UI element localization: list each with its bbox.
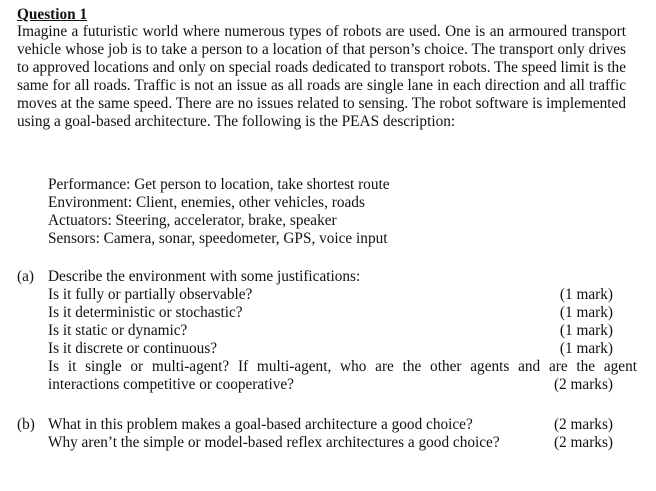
part-a-item-marks: (1 mark) xyxy=(559,286,613,303)
part-a-multi-agent-line1: Is it single or multi-agent? If multi-agent, who are the other agents and are the agent xyxy=(48,358,637,375)
part-b-item: Why aren’t the simple or model-based reflex architectures a good choice? xyxy=(48,434,500,451)
part-b-label: (b) xyxy=(17,416,35,433)
part-a-item: Is it discrete or continuous? xyxy=(48,340,218,357)
peas-sensors: Sensors: Camera, sonar, speedometer, GPS, voice input xyxy=(48,230,388,247)
question-title: Question 1 xyxy=(17,6,88,23)
part-a-item: Is it fully or partially observable? xyxy=(48,286,253,303)
peas-performance: Performance: Get person to location, take shortest route xyxy=(48,176,390,193)
part-a-multi-agent-line2: interactions competitive or cooperative? xyxy=(48,376,294,393)
part-b-item-marks: (2 marks) xyxy=(553,416,613,433)
part-a-item: Is it static or dynamic? xyxy=(48,322,188,339)
part-b-item: What in this problem makes a goal-based architecture a good choice? xyxy=(48,416,473,433)
part-a-prompt: Describe the environment with some justifications: xyxy=(48,268,361,285)
question-intro: Imagine a futuristic world where numerous types of robots are used. One is an armoured transport vehicle whose job is to take a person to a location of that person’s choice. The transport only drives to approved locations and only on special roads dedicated to transport robots. The speed limit is the same for all roads. Traffic is not an issue as all roads are single lane in each direction and all traffic moves at the same speed. There are no issues related to sensing. The robot software is implemented using a goal-based architecture. The following is the PEAS description: xyxy=(17,23,626,130)
peas-actuators: Actuators: Steering, accelerator, brake, speaker xyxy=(48,212,337,229)
part-a-item-marks: (1 mark) xyxy=(559,340,613,357)
part-a-item-marks: (1 mark) xyxy=(559,322,613,339)
part-b-item-marks: (2 marks) xyxy=(553,434,613,451)
peas-environment: Environment: Client, enemies, other vehicles, roads xyxy=(48,194,365,211)
part-a-multi-agent-marks: (2 marks) xyxy=(553,376,613,393)
part-a-label: (a) xyxy=(17,268,34,285)
part-a-item: Is it deterministic or stochastic? xyxy=(48,304,243,321)
peas-description xyxy=(48,176,390,248)
part-a-item-marks: (1 mark) xyxy=(559,304,613,321)
